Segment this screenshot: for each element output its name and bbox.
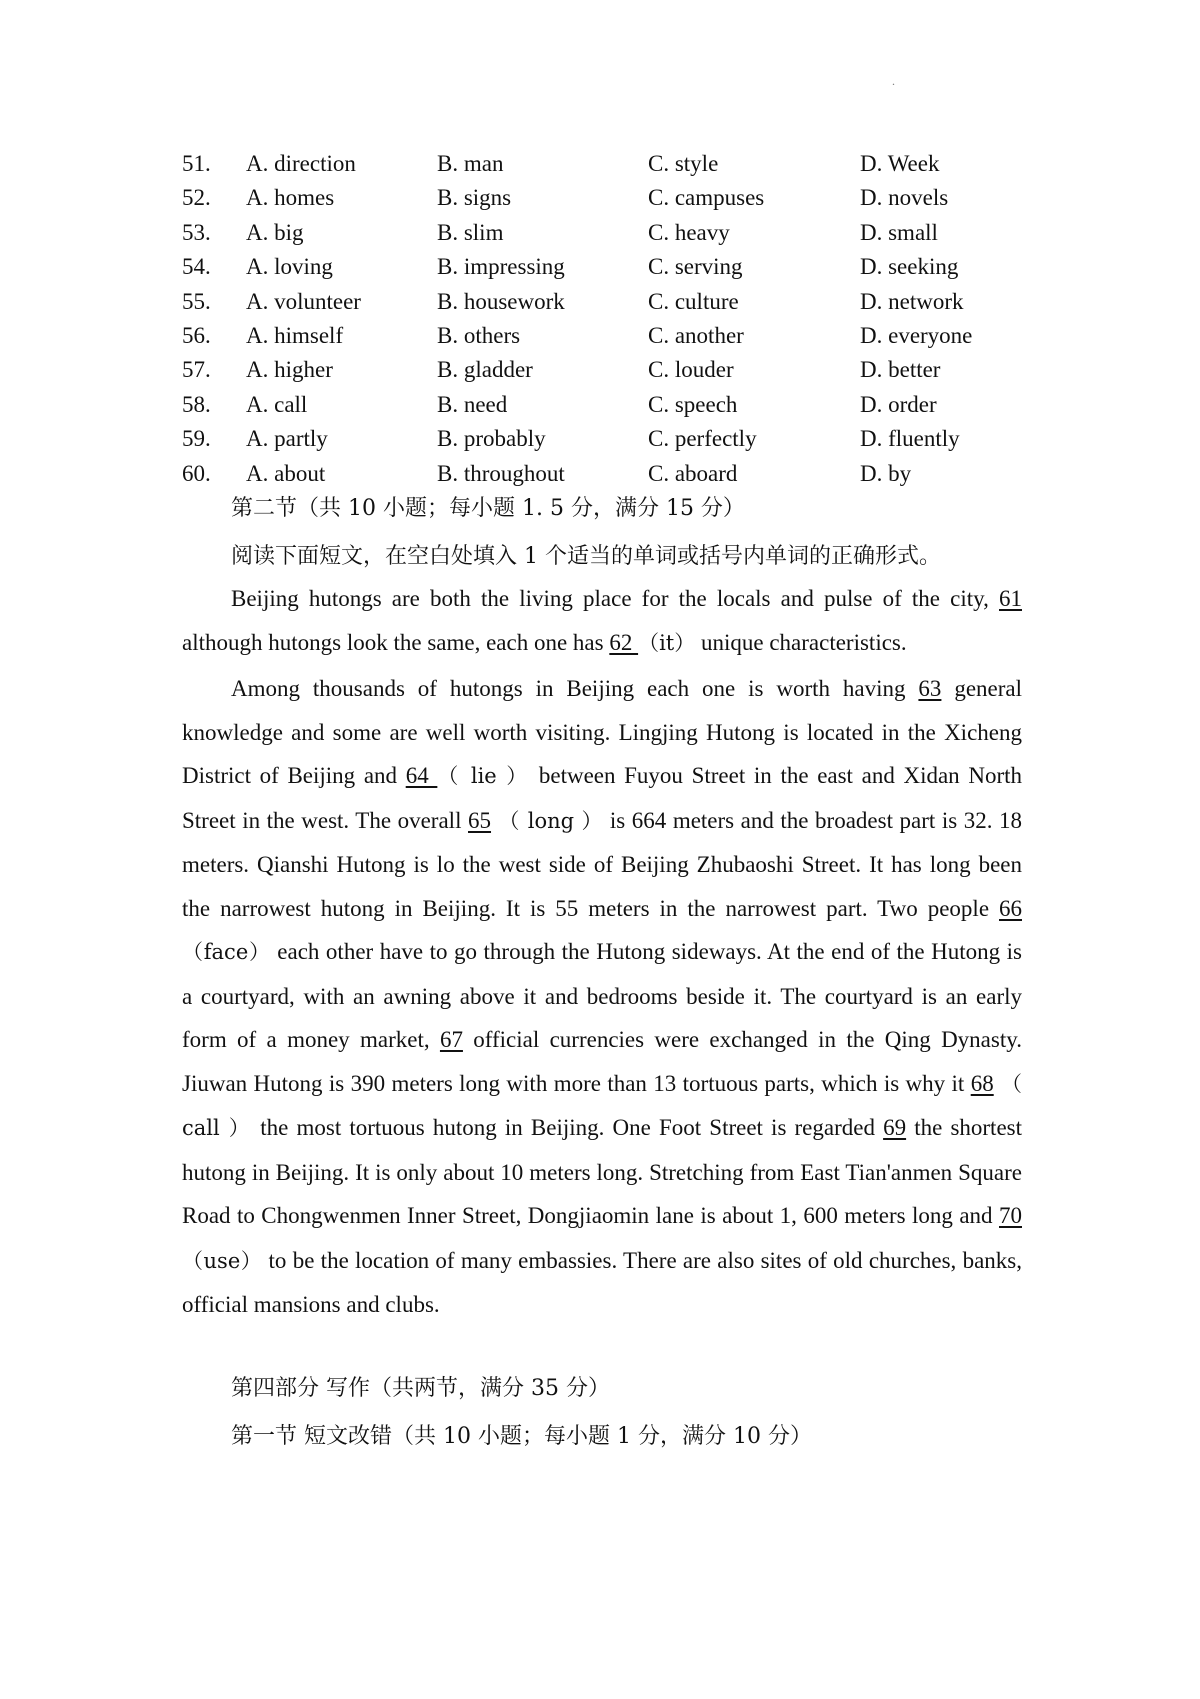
page-mark: . bbox=[892, 74, 895, 88]
option-a: A. higher bbox=[246, 357, 333, 383]
option-a: A. volunteer bbox=[246, 288, 361, 314]
blank-70: 70 bbox=[999, 1203, 1022, 1228]
option-c: C. serving bbox=[648, 254, 743, 280]
question-number: 51. bbox=[182, 151, 211, 176]
question-number: 59. bbox=[182, 426, 211, 452]
option-c: C. campuses bbox=[648, 185, 765, 211]
option-c: C. culture bbox=[648, 288, 739, 314]
option-c: C. speech bbox=[648, 391, 738, 417]
blank-62: 62 bbox=[609, 629, 639, 655]
passage-paragraph-1: Beijing hutongs are both the living place for the locals and pulse of the city, 61 although hutongs look the same, each one has 62 （it） unique characteristics. bbox=[182, 586, 1022, 655]
blank-69: 69 bbox=[883, 1115, 907, 1140]
section2-instruction: 阅读下面短文，在空白处填入 1 个适当的单词或括号内单词的正确形式。 bbox=[231, 544, 941, 569]
question-number: 53. bbox=[182, 219, 211, 245]
question-number: 58. bbox=[182, 391, 211, 417]
option-d: D. small bbox=[860, 219, 938, 245]
option-c: C. style bbox=[648, 151, 719, 176]
hint-68: （ call ） bbox=[182, 1071, 1023, 1140]
blank-61: 61 bbox=[999, 586, 1022, 611]
question-number: 57. bbox=[182, 357, 211, 383]
option-b: B. need bbox=[437, 391, 508, 417]
hint-66: （face） bbox=[182, 940, 271, 964]
cloze-passage bbox=[182, 577, 1022, 1329]
option-row bbox=[182, 285, 1002, 319]
option-b: B. others bbox=[437, 322, 521, 348]
option-d: D. fluently bbox=[860, 426, 960, 452]
option-c: C. perfectly bbox=[648, 426, 757, 452]
option-a: A. himself bbox=[246, 322, 344, 348]
question-number: 55. bbox=[182, 288, 211, 314]
question-number: 52. bbox=[182, 185, 211, 211]
option-row bbox=[182, 319, 1002, 353]
option-d: D. order bbox=[860, 391, 937, 417]
blank-68: 68 bbox=[970, 1070, 994, 1096]
option-d: D. Week bbox=[860, 151, 940, 176]
option-a: A. partly bbox=[246, 426, 328, 452]
blank-65: 65 bbox=[468, 807, 492, 833]
options-table bbox=[182, 147, 1002, 491]
option-row bbox=[182, 388, 1002, 422]
option-a: A. call bbox=[246, 391, 308, 417]
option-row bbox=[182, 216, 1002, 250]
option-d: D. everyone bbox=[860, 322, 973, 348]
hint-70: （use） bbox=[182, 1248, 263, 1273]
question-number: 56. bbox=[182, 322, 211, 348]
option-a: A. homes bbox=[246, 185, 335, 211]
option-a: A. big bbox=[246, 219, 304, 245]
part4-section1-heading: 第一节 短文改错（共 10 小题；每小题 1 分，满分 10 分） bbox=[231, 1424, 812, 1449]
option-a: A. direction bbox=[246, 151, 356, 176]
option-c: C. another bbox=[648, 322, 744, 348]
question-number: 60. bbox=[182, 460, 211, 486]
blank-67: 67 bbox=[439, 1027, 463, 1052]
option-row bbox=[182, 250, 1002, 284]
option-b: B. gladder bbox=[437, 357, 533, 383]
option-d: D. novels bbox=[860, 185, 949, 211]
option-b: B. housework bbox=[437, 288, 565, 314]
option-b: B. impressing bbox=[437, 254, 565, 280]
hint-62: （it） bbox=[638, 630, 696, 655]
option-b: B. slim bbox=[437, 219, 504, 245]
option-a: A. loving bbox=[246, 254, 333, 280]
blank-66: 66 bbox=[999, 895, 1022, 921]
hint-64: （ lie ） bbox=[437, 764, 531, 788]
option-row bbox=[182, 422, 1002, 456]
blank-64: 64 bbox=[405, 763, 438, 788]
option-d: D. better bbox=[860, 357, 941, 383]
option-b: B. probably bbox=[437, 426, 546, 452]
option-c: C. louder bbox=[648, 357, 734, 383]
section2-heading: 第二节（共 10 小题；每小题 1. 5 分，满分 15 分） bbox=[231, 496, 745, 521]
option-c: C. heavy bbox=[648, 219, 730, 245]
option-b: B. throughout bbox=[437, 460, 565, 486]
blank-63: 63 bbox=[918, 676, 942, 701]
option-d: D. network bbox=[860, 288, 964, 314]
option-row bbox=[182, 181, 1002, 215]
option-row bbox=[182, 353, 1002, 387]
part4-heading: 第四部分 写作（共两节，满分 35 分） bbox=[231, 1376, 610, 1401]
option-row bbox=[182, 147, 1002, 181]
option-d: D. by bbox=[860, 460, 912, 486]
option-b: B. man bbox=[437, 151, 504, 176]
question-number: 54. bbox=[182, 254, 211, 280]
option-d: D. seeking bbox=[860, 254, 959, 280]
hint-65: （ long ） bbox=[491, 808, 604, 833]
option-b: B. signs bbox=[437, 185, 512, 211]
option-row bbox=[182, 457, 1002, 491]
passage-paragraph-2: Among thousands of hutongs in Beijing each one is worth having 63 general knowledge and some are well worth visiting. Lingjing Hutong is located in the Xicheng District of Beijing and 64 （ lie ） between Fuyou Street in the east and Xidan North Street in the west. The overall 65 （ long ） is 664 meters and the broadest part is 32. 18 meters. Qianshi Hutong is lo the west side of Beijing Zhubaoshi Street. It has long been the narrowest hutong in Beijing. It is 55 meters in the narrowest part. Two people 66 （face） each other have to go through the Hutong sideways. At the end of the Hutong is a courtyard, with an awning above it and bedrooms beside it. The courtyard is an early form of a money market, 67 official currencies were exchanged in the Qing Dynasty. Jiuwan Hutong is 390 meters long with more than 13 tortuous parts, which is why it 68 （ call ） the most tortuous hutong in Beijing. One Foot Street is regarded 69 the shortest hutong in Beijing. It is only about 10 meters long. Stretching from East Tian'anmen Square Road to Chongwenmen Inner Street, Dongjiaomin lane is about 1, 600 meters long and 70 （use） to be the location of many embassies. There are also sites of old churches, banks, official mansions and clubs. bbox=[182, 676, 1023, 1317]
option-c: C. aboard bbox=[648, 460, 738, 486]
option-a: A. about bbox=[246, 460, 326, 486]
